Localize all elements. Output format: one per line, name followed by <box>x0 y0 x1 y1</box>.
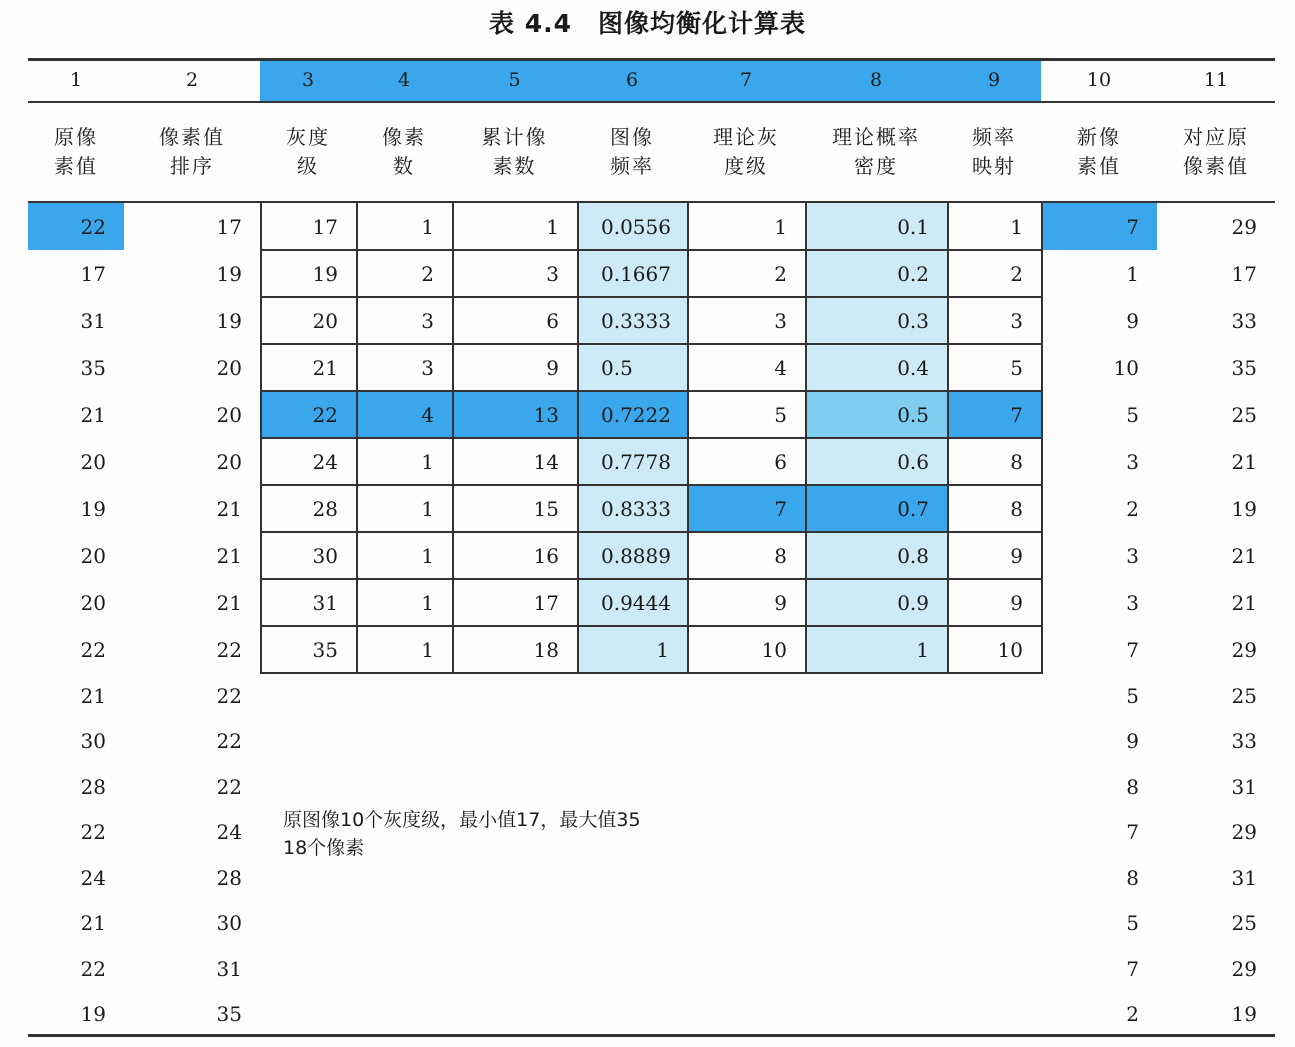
inner-row-rule <box>260 343 1043 345</box>
sorted-pixel-value: 17 <box>216 214 242 239</box>
column-number-6: 6 <box>577 60 687 101</box>
inner-row-rule <box>260 249 1043 251</box>
sorted-pixel-value: 21 <box>216 496 242 521</box>
theory-gray-level: 4 <box>774 355 787 380</box>
theory-gray-level: 8 <box>774 543 787 568</box>
column-label-line: 数 <box>393 153 415 178</box>
image-frequency: 0.7778 <box>577 438 687 485</box>
cumulative-count: 15 <box>533 496 559 521</box>
column-label-line: 原像 <box>54 124 98 149</box>
column-label-10 <box>1041 101 1157 202</box>
new-pixel-value: 10 <box>1113 355 1139 380</box>
column-label-line: 排序 <box>170 153 214 178</box>
cumulative-count: 17 <box>533 590 559 615</box>
corresponding-original-value: 19 <box>1231 496 1257 521</box>
note-line-2: 18个像素 <box>283 837 365 859</box>
frequency-mapping: 2 <box>1010 261 1023 286</box>
new-pixel-value: 8 <box>1126 774 1139 799</box>
corresponding-original-value: 25 <box>1231 683 1257 708</box>
column-label-line: 新像 <box>1077 124 1121 149</box>
gray-level: 28 <box>312 496 338 521</box>
image-frequency: 0.0556 <box>577 203 687 250</box>
original-pixel-value: 24 <box>80 865 106 890</box>
column-label-line: 理论灰 <box>713 124 779 149</box>
cumulative-count: 14 <box>533 449 559 474</box>
corresponding-original-value: 33 <box>1231 308 1257 333</box>
theory-density: 0.4 <box>805 344 947 391</box>
inner-column-rule <box>947 203 949 673</box>
inner-row-rule <box>260 296 1043 298</box>
image-frequency: 0.9444 <box>577 579 687 626</box>
sorted-pixel-value: 21 <box>216 543 242 568</box>
original-pixel-value: 22 <box>28 203 124 250</box>
column-label-line: 灰度 <box>286 124 330 149</box>
column-label-line: 映射 <box>972 153 1016 178</box>
corresponding-original-value: 21 <box>1231 449 1257 474</box>
column-label-line: 素值 <box>1077 153 1121 178</box>
theory-density: 0.7 <box>805 485 947 532</box>
note-line-1: 原图像10个灰度级，最小值17，最大值35 <box>283 809 641 831</box>
image-frequency: 1 <box>577 626 687 673</box>
column-label-line: 级 <box>297 153 319 178</box>
column-label-line: 素数 <box>492 153 537 178</box>
new-pixel-value: 7 <box>1126 956 1139 981</box>
inner-row-rule <box>260 390 1043 392</box>
column-label-1 <box>28 101 124 202</box>
theory-gray-level: 7 <box>687 485 805 532</box>
header-rule <box>28 101 1275 103</box>
column-label-line: 像素值 <box>159 124 225 149</box>
pixel-count: 1 <box>421 637 434 662</box>
image-frequency: 0.1667 <box>577 250 687 297</box>
gray-level: 35 <box>312 637 338 662</box>
pixel-count: 1 <box>421 449 434 474</box>
column-label-5 <box>452 101 577 202</box>
corresponding-original-value: 29 <box>1231 820 1257 845</box>
sorted-pixel-value: 21 <box>216 590 242 615</box>
new-pixel-value: 7 <box>1041 203 1157 250</box>
sorted-pixel-value: 24 <box>216 820 242 845</box>
frequency-mapping: 5 <box>1010 355 1023 380</box>
cumulative-count: 16 <box>533 543 559 568</box>
column-label-7 <box>687 101 805 202</box>
gray-level: 17 <box>312 214 338 239</box>
corresponding-original-value: 17 <box>1231 261 1257 286</box>
new-pixel-value: 1 <box>1126 261 1139 286</box>
new-pixel-value: 9 <box>1126 308 1139 333</box>
corresponding-original-value: 21 <box>1231 590 1257 615</box>
theory-gray-level: 3 <box>774 308 787 333</box>
corresponding-original-value: 25 <box>1231 402 1257 427</box>
original-pixel-value: 21 <box>80 683 106 708</box>
pixel-count: 4 <box>356 391 452 438</box>
cumulative-count: 6 <box>546 308 559 333</box>
theory-density: 0.6 <box>805 438 947 485</box>
inner-column-rule <box>577 203 579 673</box>
column-label-11 <box>1157 101 1275 202</box>
theory-density: 0.5 <box>805 391 947 438</box>
column-label-2 <box>124 101 260 202</box>
theory-density: 0.8 <box>805 532 947 579</box>
column-label-line: 图像 <box>610 124 654 149</box>
sorted-pixel-value: 19 <box>216 308 242 333</box>
new-pixel-value: 3 <box>1126 590 1139 615</box>
pixel-count: 3 <box>421 355 434 380</box>
sorted-pixel-value: 19 <box>216 261 242 286</box>
sorted-pixel-value: 20 <box>216 355 242 380</box>
column-number-11: 11 <box>1203 69 1229 91</box>
original-pixel-value: 31 <box>80 308 106 333</box>
new-pixel-value: 3 <box>1126 543 1139 568</box>
theory-gray-level: 1 <box>774 214 787 239</box>
corresponding-original-value: 35 <box>1231 355 1257 380</box>
inner-row-rule <box>260 437 1043 439</box>
table-caption: 图像均衡化计算表 <box>597 9 806 38</box>
original-pixel-value: 20 <box>80 449 106 474</box>
inner-column-rule <box>1041 203 1043 673</box>
inner-row-rule <box>260 625 1043 627</box>
column-number-2: 2 <box>185 69 199 91</box>
bottom-rule <box>28 1034 1275 1037</box>
frequency-mapping: 8 <box>1010 449 1023 474</box>
original-pixel-value: 22 <box>80 637 106 662</box>
column-number-4: 4 <box>356 60 452 101</box>
new-pixel-value: 7 <box>1126 820 1139 845</box>
column-number-3: 3 <box>260 60 356 101</box>
column-label-4 <box>356 101 452 202</box>
new-pixel-value: 2 <box>1126 1002 1139 1027</box>
gray-level: 31 <box>312 590 338 615</box>
label-rule <box>28 201 1275 203</box>
column-label-line: 像素值 <box>1183 153 1249 178</box>
new-pixel-value: 3 <box>1126 449 1139 474</box>
theory-gray-level: 2 <box>774 261 787 286</box>
image-frequency: 0.3333 <box>577 297 687 344</box>
sorted-pixel-value: 31 <box>216 956 242 981</box>
column-label-line: 素值 <box>54 153 98 178</box>
original-pixel-value: 21 <box>80 911 106 936</box>
column-label-3 <box>260 101 356 202</box>
top-rule <box>28 58 1275 61</box>
frequency-mapping: 3 <box>1010 308 1023 333</box>
column-number-5: 5 <box>452 60 577 101</box>
inner-column-rule <box>260 203 262 673</box>
inner-row-rule <box>260 484 1043 486</box>
sorted-pixel-value: 20 <box>216 402 242 427</box>
new-pixel-value: 5 <box>1126 911 1139 936</box>
column-label-line: 对应原 <box>1183 124 1249 149</box>
column-label-9 <box>947 101 1041 202</box>
column-number-7: 7 <box>687 60 805 101</box>
sorted-pixel-value: 20 <box>216 449 242 474</box>
inner-row-rule <box>260 672 1043 674</box>
original-pixel-value: 20 <box>80 543 106 568</box>
corresponding-original-value: 29 <box>1231 637 1257 662</box>
cumulative-count: 18 <box>533 637 559 662</box>
inner-row-rule <box>260 578 1043 580</box>
sorted-pixel-value: 22 <box>216 683 242 708</box>
pixel-count: 2 <box>421 261 434 286</box>
cumulative-count: 13 <box>452 391 577 438</box>
pixel-count: 1 <box>421 214 434 239</box>
corresponding-original-value: 19 <box>1231 1002 1257 1027</box>
table-number: 表 4.4 <box>488 9 572 38</box>
column-number-8: 8 <box>805 60 947 101</box>
pixel-count: 3 <box>421 308 434 333</box>
pixel-count: 1 <box>421 496 434 521</box>
corresponding-original-value: 29 <box>1231 956 1257 981</box>
original-pixel-value: 19 <box>80 496 106 521</box>
column-label-line: 密度 <box>854 153 898 178</box>
column-label-line: 频率 <box>972 124 1016 149</box>
sorted-pixel-value: 22 <box>216 774 242 799</box>
cumulative-count: 3 <box>546 261 559 286</box>
gray-level: 22 <box>260 391 356 438</box>
new-pixel-value: 2 <box>1126 496 1139 521</box>
corresponding-original-value: 33 <box>1231 729 1257 754</box>
column-label-line: 像素 <box>382 124 426 149</box>
column-label-line: 频率 <box>610 153 654 178</box>
corresponding-original-value: 31 <box>1231 865 1257 890</box>
theory-gray-level: 6 <box>774 449 787 474</box>
gray-level: 30 <box>312 543 338 568</box>
theory-density: 0.9 <box>805 579 947 626</box>
pixel-count: 1 <box>421 543 434 568</box>
theory-density: 0.1 <box>805 203 947 250</box>
column-number-10: 10 <box>1086 69 1112 91</box>
column-label-8 <box>805 101 947 202</box>
gray-level: 24 <box>312 449 338 474</box>
column-label-line: 理论概率 <box>832 124 920 149</box>
sorted-pixel-value: 22 <box>216 637 242 662</box>
column-number-9: 9 <box>947 60 1041 101</box>
inner-column-rule <box>452 203 454 673</box>
theory-density: 1 <box>805 626 947 673</box>
corresponding-original-value: 21 <box>1231 543 1257 568</box>
corresponding-original-value: 31 <box>1231 774 1257 799</box>
original-pixel-value: 22 <box>80 820 106 845</box>
original-pixel-value: 21 <box>80 402 106 427</box>
frequency-mapping: 10 <box>997 637 1023 662</box>
inner-column-rule <box>356 203 358 673</box>
theory-gray-level: 5 <box>774 402 787 427</box>
frequency-mapping: 9 <box>1010 543 1023 568</box>
inner-column-rule <box>805 203 807 673</box>
column-label-line: 累计像 <box>481 124 548 149</box>
theory-density: 0.2 <box>805 250 947 297</box>
sorted-pixel-value: 30 <box>216 911 242 936</box>
frequency-mapping: 9 <box>1010 590 1023 615</box>
theory-gray-level: 10 <box>761 637 787 662</box>
new-pixel-value: 8 <box>1126 865 1139 890</box>
gray-level: 19 <box>312 261 338 286</box>
column-number-1: 1 <box>69 69 83 91</box>
original-pixel-value: 30 <box>80 729 106 754</box>
gray-level: 21 <box>312 355 338 380</box>
sorted-pixel-value: 28 <box>216 865 242 890</box>
sorted-pixel-value: 22 <box>216 729 242 754</box>
theory-gray-level: 9 <box>774 590 787 615</box>
pixel-count: 1 <box>421 590 434 615</box>
cumulative-count: 1 <box>546 214 559 239</box>
new-pixel-value: 5 <box>1126 402 1139 427</box>
original-pixel-value: 28 <box>80 774 106 799</box>
table-title <box>0 4 1295 44</box>
image-frequency: 0.5 <box>577 344 687 391</box>
column-label-line: 度级 <box>724 153 768 178</box>
inner-column-rule <box>687 203 689 673</box>
inner-row-rule <box>260 531 1043 533</box>
image-frequency: 0.8333 <box>577 485 687 532</box>
cumulative-count: 9 <box>546 355 559 380</box>
original-pixel-value: 17 <box>80 261 106 286</box>
new-pixel-value: 9 <box>1126 729 1139 754</box>
new-pixel-value: 7 <box>1126 637 1139 662</box>
theory-density: 0.3 <box>805 297 947 344</box>
image-frequency: 0.7222 <box>577 391 687 438</box>
table-note <box>283 806 641 862</box>
original-pixel-value: 22 <box>80 956 106 981</box>
frequency-mapping: 7 <box>947 391 1041 438</box>
original-pixel-value: 35 <box>80 355 106 380</box>
new-pixel-value: 5 <box>1126 683 1139 708</box>
frequency-mapping: 1 <box>1010 214 1023 239</box>
gray-level: 20 <box>312 308 338 333</box>
column-label-6 <box>577 101 687 202</box>
corresponding-original-value: 29 <box>1231 214 1257 239</box>
corresponding-original-value: 25 <box>1231 911 1257 936</box>
original-pixel-value: 20 <box>80 590 106 615</box>
frequency-mapping: 8 <box>1010 496 1023 521</box>
original-pixel-value: 19 <box>80 1002 106 1027</box>
image-frequency: 0.8889 <box>577 532 687 579</box>
sorted-pixel-value: 35 <box>216 1002 242 1027</box>
